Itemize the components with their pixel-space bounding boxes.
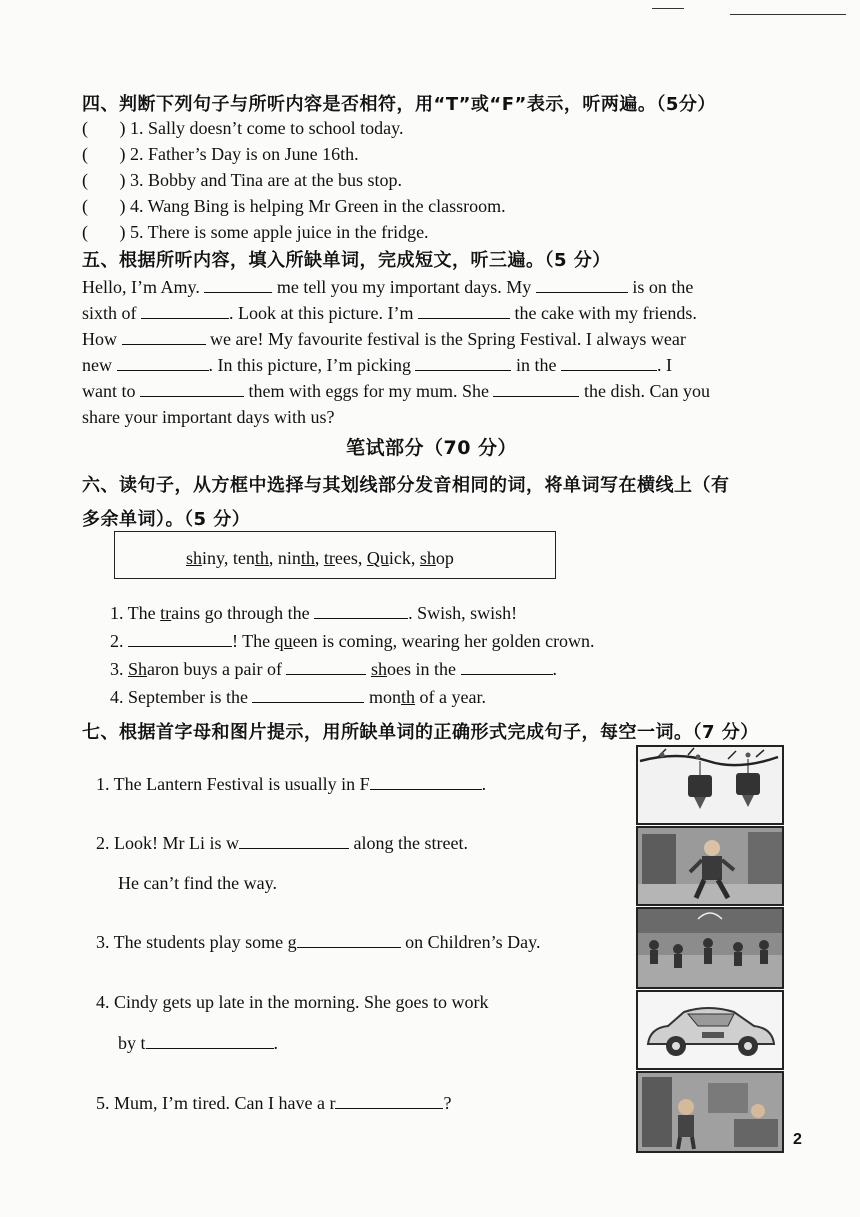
blank[interactable]: [370, 775, 482, 790]
sec5-line-1: Hello, I’m Amy. me tell you my important days. My is on the: [82, 277, 694, 297]
section-5-title: 五、根据所听内容，填入所缺单词，完成短文，听三遍。（5 分）: [82, 250, 611, 271]
top-line-2: [730, 14, 846, 15]
blank[interactable]: [335, 1094, 443, 1109]
sec5-line-5: want to them with eggs for my mum. She the dish. Can you: [82, 381, 710, 401]
sec4-item-5: ( ) 5. There is some apple juice in the fridge.: [82, 222, 429, 242]
sec4-item-4: ( ) 4. Wang Bing is helping Mr Green in the classroom.: [82, 196, 506, 216]
sec6-sentence-4: 4. September is the month of a year.: [110, 687, 486, 707]
blank[interactable]: [141, 304, 229, 319]
sec7-q4: 4. Cindy gets up late in the morning. She goes to work: [96, 992, 489, 1012]
sec4-item-2: ( ) 2. Father’s Day is on June 16th.: [82, 144, 359, 164]
sec5-line-2: sixth of . Look at this picture. I’m the cake with my friends.: [82, 303, 697, 323]
sec5-line-4: new . In this picture, I’m picking in the . I: [82, 355, 672, 375]
written-part-title: 笔试部分（70 分）: [346, 437, 518, 459]
sec5-line-3: How we are! My favourite festival is the Spring Festival. I always wear: [82, 329, 686, 349]
blank[interactable]: [122, 330, 206, 345]
sec7-q3: 3. The students play some g on Children’s Day.: [96, 932, 541, 952]
section-4-title: 四、判断下列句子与所听内容是否相符，用“T”或“F”表示，听两遍。（5分）: [82, 94, 716, 115]
section-6-title-1: 六、读句子，从方框中选择与其划线部分发音相同的词，将单词写在横线上（有: [82, 475, 730, 496]
lost-man-picture: [636, 826, 784, 906]
blank[interactable]: [146, 1034, 274, 1049]
blank[interactable]: [128, 632, 232, 647]
section-6-title-2: 多余单词）。（5 分）: [82, 509, 251, 530]
sec6-sentence-1: 1. The trains go through the . Swish, swish!: [110, 603, 518, 623]
tired-child-picture: [636, 1071, 784, 1153]
taxi-picture: [636, 990, 784, 1070]
blank[interactable]: [415, 356, 511, 371]
blank[interactable]: [239, 834, 349, 849]
blank[interactable]: [204, 278, 272, 293]
blank[interactable]: [297, 933, 401, 948]
sec6-sentence-3: 3. Sharon buys a pair of shoes in the .: [110, 659, 557, 679]
sec6-sentence-2: 2. ! The queen is coming, wearing her golden crown.: [110, 631, 595, 651]
sec7-q4-line2: by t .: [118, 1033, 279, 1053]
blank[interactable]: [286, 660, 366, 675]
sec4-item-1: ( ) 1. Sally doesn’t come to school today.: [82, 118, 404, 138]
sec5-line-6: share your important days with us?: [82, 407, 335, 427]
blank[interactable]: [461, 660, 553, 675]
page-number: 2: [793, 1131, 802, 1148]
blank[interactable]: [536, 278, 628, 293]
sec4-item-3: ( ) 3. Bobby and Tina are at the bus stop.: [82, 170, 402, 190]
blank[interactable]: [117, 356, 209, 371]
sec7-q2: 2. Look! Mr Li is w along the street.: [96, 833, 468, 853]
word-box-words: shiny, tenth, ninth, trees, Quick, shop: [186, 548, 454, 568]
blank[interactable]: [314, 604, 408, 619]
blank[interactable]: [561, 356, 657, 371]
playground-games-picture: [636, 907, 784, 989]
blank[interactable]: [140, 382, 244, 397]
sec7-q1: 1. The Lantern Festival is usually in F .: [96, 774, 487, 794]
blank[interactable]: [252, 688, 364, 703]
sec7-q5: 5. Mum, I’m tired. Can I have a r ?: [96, 1093, 452, 1113]
sec7-q2-line2: He can’t find the way.: [118, 873, 277, 893]
blank[interactable]: [493, 382, 579, 397]
lanterns-picture: [636, 745, 784, 825]
section-7-title: 七、根据首字母和图片提示，用所缺单词的正确形式完成句子，每空一词。（7 分）: [82, 722, 759, 743]
top-line-1: [652, 8, 684, 9]
blank[interactable]: [418, 304, 510, 319]
